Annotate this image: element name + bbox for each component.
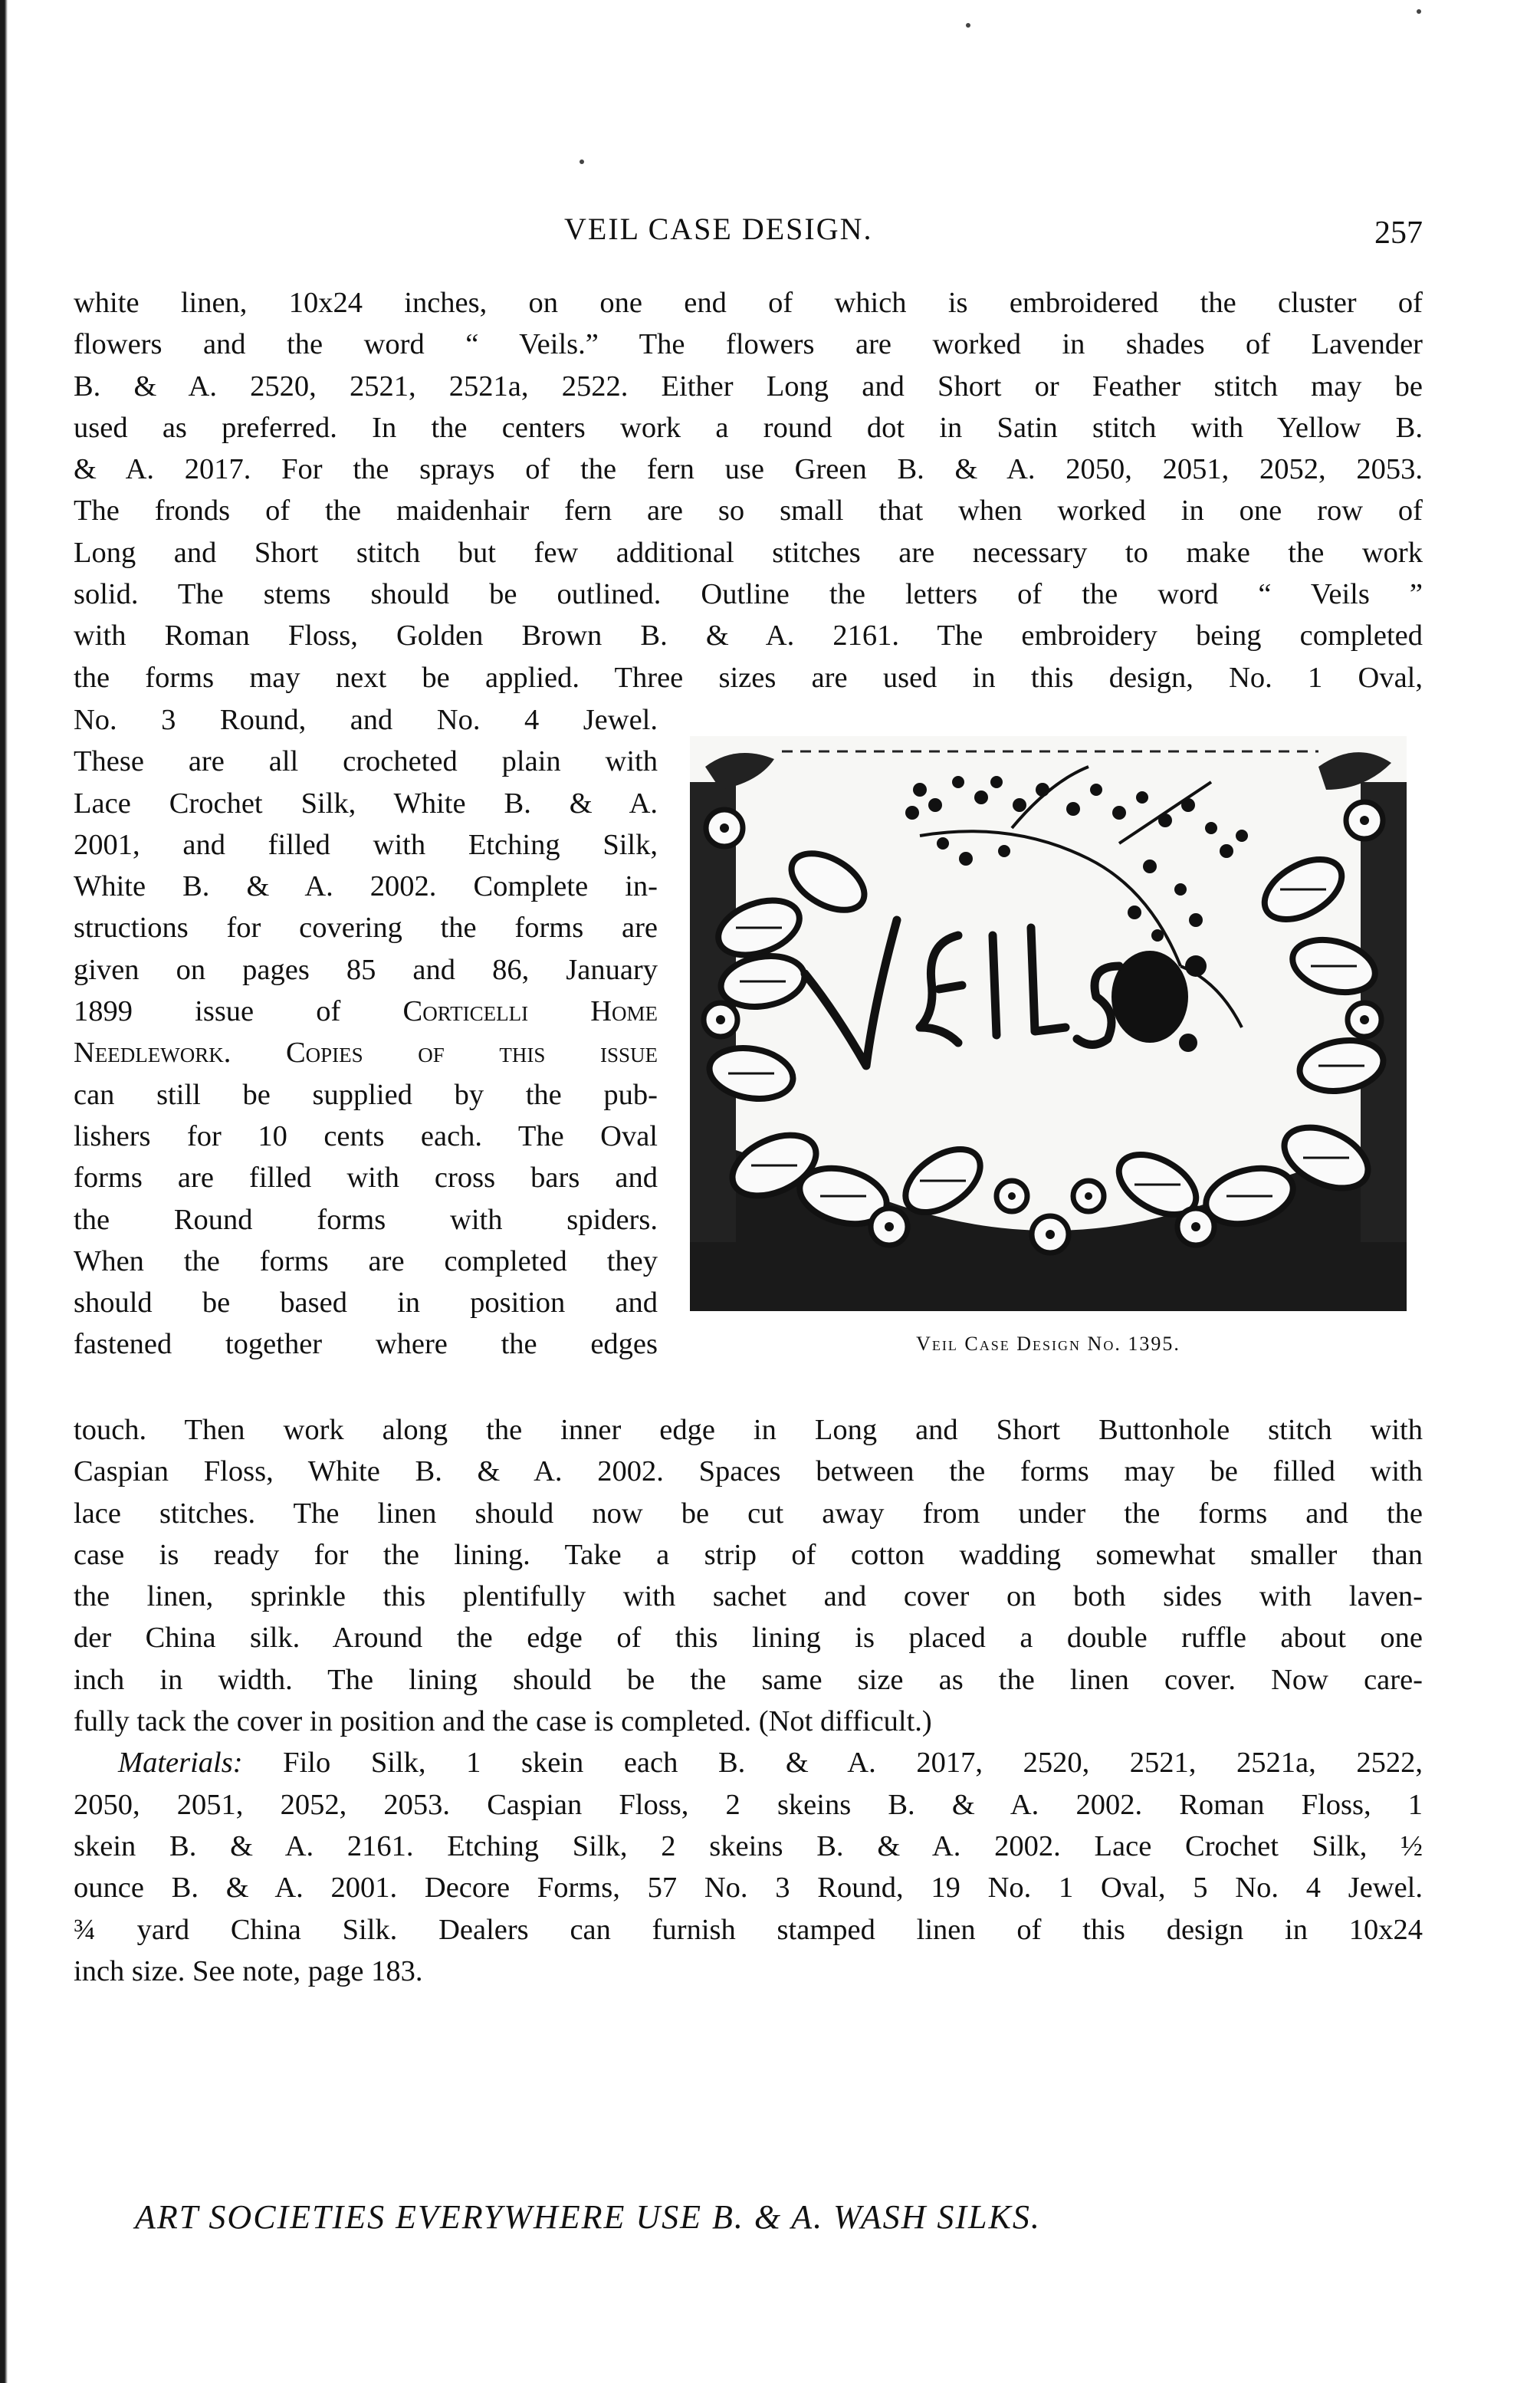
advertising-footer: ART SOCIETIES EVERYWHERE USE B. & A. WASH SILKS. — [135, 2198, 1041, 2236]
text-line: fastened together where the edges — [74, 1328, 658, 1361]
embroidery-drawing — [690, 736, 1407, 1311]
text-line — [74, 1032, 658, 1073]
text-line: with Roman Floss, Golden Brown B. & A. 2161. The embroidery being completed — [74, 620, 1423, 652]
text-line: 2050, 2051, 2052, 2053. Caspian Floss, 2 skeins B. & A. 2002. Roman Floss, 1 — [74, 1788, 1423, 1821]
print-speck — [1417, 9, 1421, 14]
text-line: Lace Crochet Silk, White B. & A. — [74, 787, 658, 820]
text-line: inch size. See note, page 183. — [74, 1954, 423, 1987]
text-fragment: Needlework. Copies of this issue — [74, 1037, 658, 1070]
text-line-with-magazine — [74, 991, 658, 1032]
text-line: the forms may next be applied. Three sizes are used in this design, No. 1 Oval, — [74, 661, 1423, 694]
running-header — [74, 192, 1423, 253]
text-line: touch. Then work along the inner edge in Long and Short Buttonhole stitch with — [74, 1414, 1423, 1446]
body-text-bottom — [74, 1409, 1423, 1992]
text-line: & A. 2017. For the sprays of the fern use Green B. & A. 2050, 2051, 2052, 2053. — [74, 453, 1423, 486]
scan-edge-shadow — [0, 0, 8, 2383]
text-line: case is ready for the lining. Take a strip of cotton wadding somewhat smaller than — [74, 1538, 1423, 1571]
materials-text: Filo Silk, 1 skein each B. & A. 2017, 2520, 2521, 2521a, 2522, — [283, 1747, 1423, 1780]
text-line: white linen, 10x24 inches, on one end of which is embroidered the cluster of — [74, 287, 1423, 319]
text-fragment: 1899 issue of — [74, 995, 341, 1028]
text-line: lishers for 10 cents each. The Oval — [74, 1119, 658, 1152]
body-text-top — [74, 282, 1423, 698]
text-line: the Round forms with spiders. — [74, 1203, 658, 1236]
text-line: forms are filled with cross bars and — [74, 1162, 658, 1195]
text-line: B. & A. 2520, 2521, 2521a, 2522. Either Long and Short or Feather stitch may be — [74, 370, 1423, 403]
print-speck — [966, 23, 970, 28]
text-line: No. 3 Round, and No. 4 Jewel. — [74, 704, 658, 736]
text-line: White B. & A. 2002. Complete in- — [74, 870, 658, 903]
figure-caption: Veil Case Design No. 1395. — [916, 1333, 1180, 1355]
body-text-wrap — [74, 699, 658, 1366]
print-speck — [580, 159, 584, 164]
text-line: Caspian Floss, White B. & A. 2002. Spaces between the forms may be filled with — [74, 1455, 1423, 1488]
materials-label: Materials: — [118, 1747, 243, 1780]
text-line: inch in width. The lining should be the same size as the linen cover. Now care- — [74, 1663, 1423, 1696]
magazine-name: Corticelli Home — [402, 995, 658, 1028]
text-line: fully tack the cover in position and the case is completed. (Not difficult.) — [74, 1705, 932, 1738]
text-line: should be based in position and — [74, 1287, 658, 1320]
text-line: When the forms are completed they — [74, 1244, 658, 1277]
text-line: the linen, sprinkle this plentifully with sachet and cover on both sides with laven- — [74, 1580, 1423, 1613]
text-line: These are all crocheted plain with — [74, 745, 658, 778]
text-line: ¾ yard China Silk. Dealers can furnish stamped linen of this design in 10x24 — [74, 1913, 1423, 1946]
text-line: solid. The stems should be outlined. Outline the letters of the word “ Veils ” — [74, 578, 1423, 611]
text-line: 2001, and filled with Etching Silk, — [74, 828, 658, 861]
veil-case-illustration — [690, 736, 1407, 1311]
text-line: skein B. & A. 2161. Etching Silk, 2 skeins B. & A. 2002. Lace Crochet Silk, ½ — [74, 1829, 1423, 1862]
materials-line — [74, 1742, 1423, 1783]
text-line: flowers and the word “ Veils.” The flowers are worked in shades of Lavender — [74, 328, 1423, 361]
page-title: VEIL CASE DESIGN. — [564, 212, 873, 246]
text-line: ounce B. & A. 2001. Decore Forms, 57 No. 3 Round, 19 No. 1 Oval, 5 No. 4 Jewel. — [74, 1872, 1423, 1905]
text-line: The fronds of the maidenhair fern are so small that when worked in one row of — [74, 495, 1423, 528]
text-line: used as preferred. In the centers work a round dot in Satin stitch with Yellow B. — [74, 411, 1423, 444]
text-line: lace stitches. The linen should now be cut away from under the forms and the — [74, 1497, 1423, 1530]
page-number: 257 — [1374, 215, 1423, 251]
text-line: can still be supplied by the pub- — [74, 1078, 658, 1111]
text-line: Long and Short stitch but few additional stitches are necessary to make the work — [74, 536, 1423, 569]
text-line: given on pages 85 and 86, January — [74, 953, 658, 986]
text-line: structions for covering the forms are — [74, 912, 658, 945]
text-line: der China silk. Around the edge of this lining is placed a double ruffle about one — [74, 1622, 1423, 1655]
